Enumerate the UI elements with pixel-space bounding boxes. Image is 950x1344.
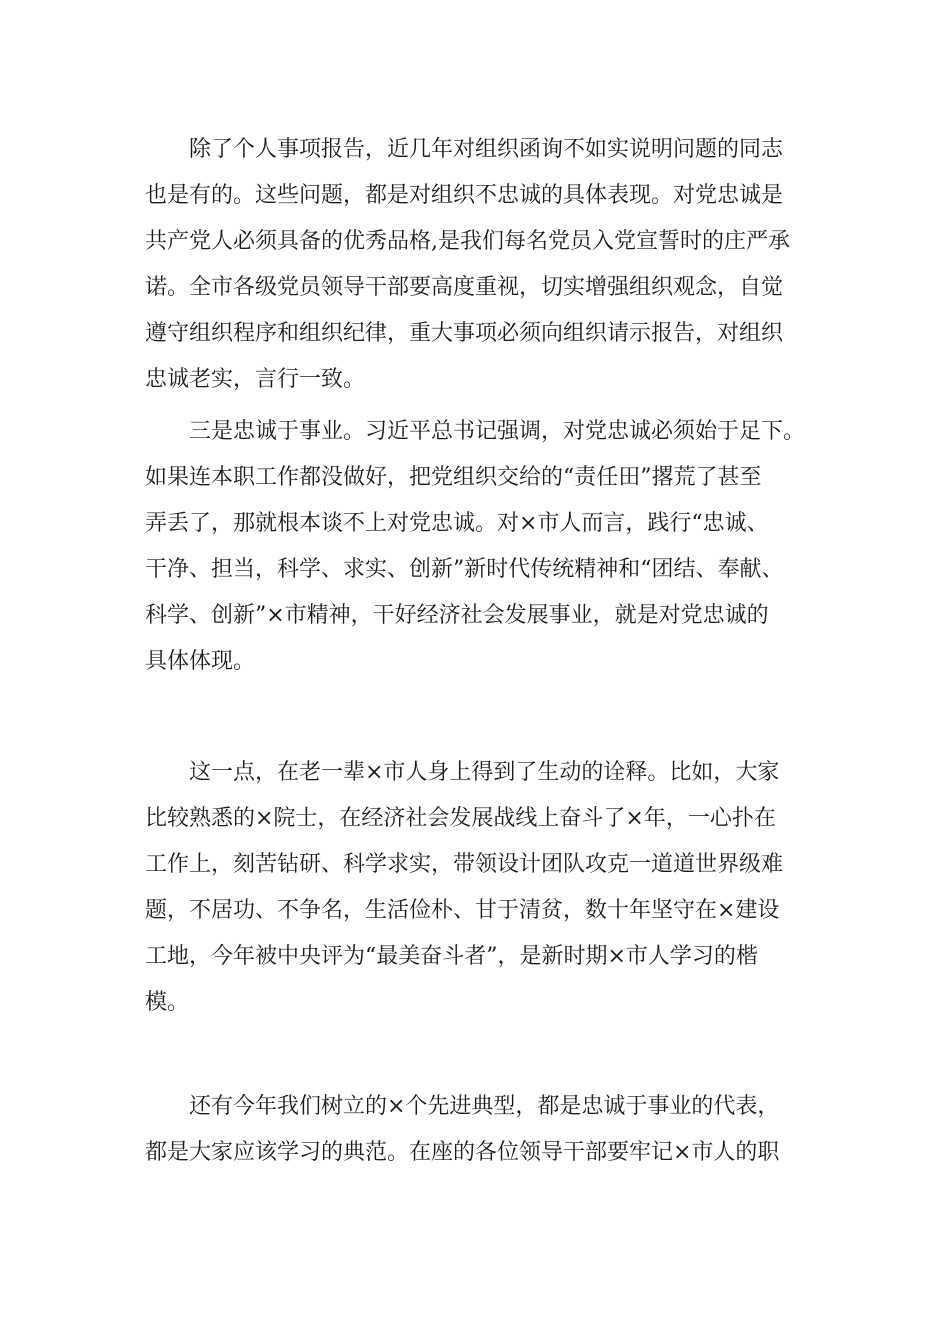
paragraph-line: 工作上，刻苦钻研、科学求实，带领设计团队攻克一道道世界级难	[145, 852, 784, 877]
paragraph-line: 都是大家应该学习的典范。在座的各位领导干部要牢记×市人的职	[145, 1140, 780, 1165]
paragraph-3	[145, 750, 805, 1026]
paragraph-line: 比较熟悉的×院士，在经济社会发展战线上奋斗了×年，一心扑在	[145, 806, 776, 831]
paragraph-2	[145, 409, 805, 685]
paragraph-line: 干净、担当，科学、求实、创新”新时代传统精神和“团结、奉献、	[145, 557, 784, 582]
paragraph-line: 共产党人必须具备的优秀品格,是我们每名党员入党宣誓时的庄严承	[145, 229, 790, 254]
paragraph-line: 诺。全市各级党员领导干部要高度重视，切实增强组织观念，自觉	[145, 275, 784, 300]
paragraph-line: 工地，今年被中央评为“最美奋斗者”，是新时期×市人学习的楷	[145, 944, 758, 969]
paragraph-line: 科学、创新”×市精神，干好经济社会发展事业，就是对党忠诚的	[145, 603, 769, 628]
paragraph-line: 也是有的。这些问题，都是对组织不忠诚的具体表现。对党忠诚是	[145, 183, 784, 208]
paragraph-line: 遵守组织程序和组织纪律，重大事项必须向组织请示报告，对组织	[145, 321, 784, 346]
paragraph-line: 这一点，在老一辈×市人身上得到了生动的诠释。比如，大家	[189, 760, 780, 785]
paragraph-line: 除了个人事项报告，近几年对组织函询不如实说明问题的同志	[189, 137, 784, 162]
paragraph-line: 如果连本职工作都没做好，把党组织交给的“责任田”撂荒了甚至	[145, 465, 762, 490]
paragraph-line: 三是忠诚于事业。习近平总书记强调，对党忠诚必须始于足下。	[189, 419, 806, 444]
paragraph-1	[145, 127, 805, 403]
paragraph-line: 弄丢了，那就根本谈不上对党忠诚。对×市人而言，践行“忠诚、	[145, 511, 769, 536]
paragraph-line: 题，不居功、不争名，生活俭朴、甘于清贫，数十年坚守在×建设	[145, 898, 780, 923]
paragraph-line: 具体体现。	[145, 649, 256, 674]
paragraph-4	[145, 1084, 805, 1176]
paragraph-line: 模。	[145, 990, 190, 1015]
paragraph-line: 忠诚老实，言行一致。	[145, 367, 366, 392]
paragraph-line: 还有今年我们树立的×个先进典型，都是忠诚于事业的代表，	[189, 1094, 780, 1119]
